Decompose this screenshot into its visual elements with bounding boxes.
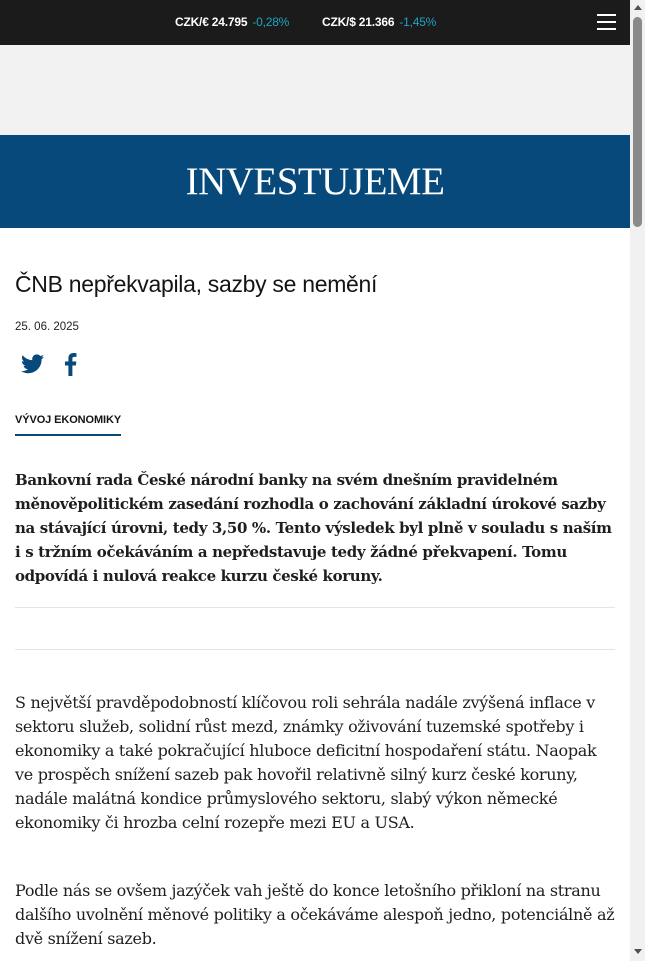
menu-line bbox=[597, 14, 616, 16]
divider bbox=[15, 649, 615, 650]
article-date: 25. 06. 2025 bbox=[15, 321, 79, 333]
hamburger-menu-icon[interactable] bbox=[597, 14, 616, 31]
divider bbox=[15, 607, 615, 608]
scrollbar[interactable] bbox=[630, 0, 645, 961]
scroll-down-arrow-icon[interactable] bbox=[634, 949, 642, 954]
menu-line bbox=[597, 28, 616, 30]
facebook-icon[interactable] bbox=[64, 353, 77, 376]
scroll-up-arrow-icon[interactable] bbox=[634, 5, 642, 10]
twitter-icon[interactable] bbox=[21, 353, 44, 375]
scrollbar-thumb[interactable] bbox=[633, 17, 642, 227]
category-link[interactable]: VÝVOJ EKONOMIKY bbox=[15, 414, 121, 436]
ticker-change: -0,28% bbox=[252, 15, 290, 29]
ticker-item-usd[interactable] bbox=[322, 15, 436, 29]
ticker-item-eur[interactable] bbox=[175, 15, 289, 29]
article-lead: Bankovní rada České národní banky na svém dnešním pravidelném měnověpolitickém zasedání rozhodla o zachování základní úrokové sazby na stávající úrovni, tedy 3,50 %. Tento výsledek byl plně v souladu s naším i s tržním očekáváním a nepředstavuje tedy žádné překvapení. Tomu odpovídá i nulová reakce kurzu české koruny. bbox=[15, 471, 612, 585]
article-paragraph: Podle nás se ovšem jazýček vah ještě do konce letošního přikloní na stranu dalšího uvolnění měnové politiky a očekáváme alespoň jedno, potenciálně až dvě snížení sazeb. bbox=[15, 881, 615, 948]
site-logo[interactable]: INVESTUJEME bbox=[185, 160, 445, 203]
article-paragraph: S největší pravděpodobností klíčovou roli sehrála nadále zvýšená inflace v sektoru služeb, solidní růst mezd, známky oživování tuzemské spotřeby i ekonomiky a také pokračující hluboce deficitní hospodaření státu. Naopak ve prospěch snížení sazeb pak hovořil relativně silný kurz české koruny, nadále malátná kondice průmyslového sektoru, slabý výkon německé ekonomiky či hrozba celní rozepře mezi EU a USA. bbox=[15, 693, 597, 832]
brand-banner bbox=[0, 135, 630, 228]
ad-placeholder bbox=[0, 45, 630, 135]
ticker-pair: CZK/$ 21.366 bbox=[322, 15, 395, 29]
ticker-change: -1,45% bbox=[399, 15, 437, 29]
ticker-pair: CZK/€ 24.795 bbox=[175, 15, 248, 29]
article-title: ČNB nepřekvapila, sazby se nemění bbox=[15, 271, 378, 297]
currency-ticker-bar bbox=[0, 0, 630, 45]
menu-line bbox=[597, 21, 616, 23]
